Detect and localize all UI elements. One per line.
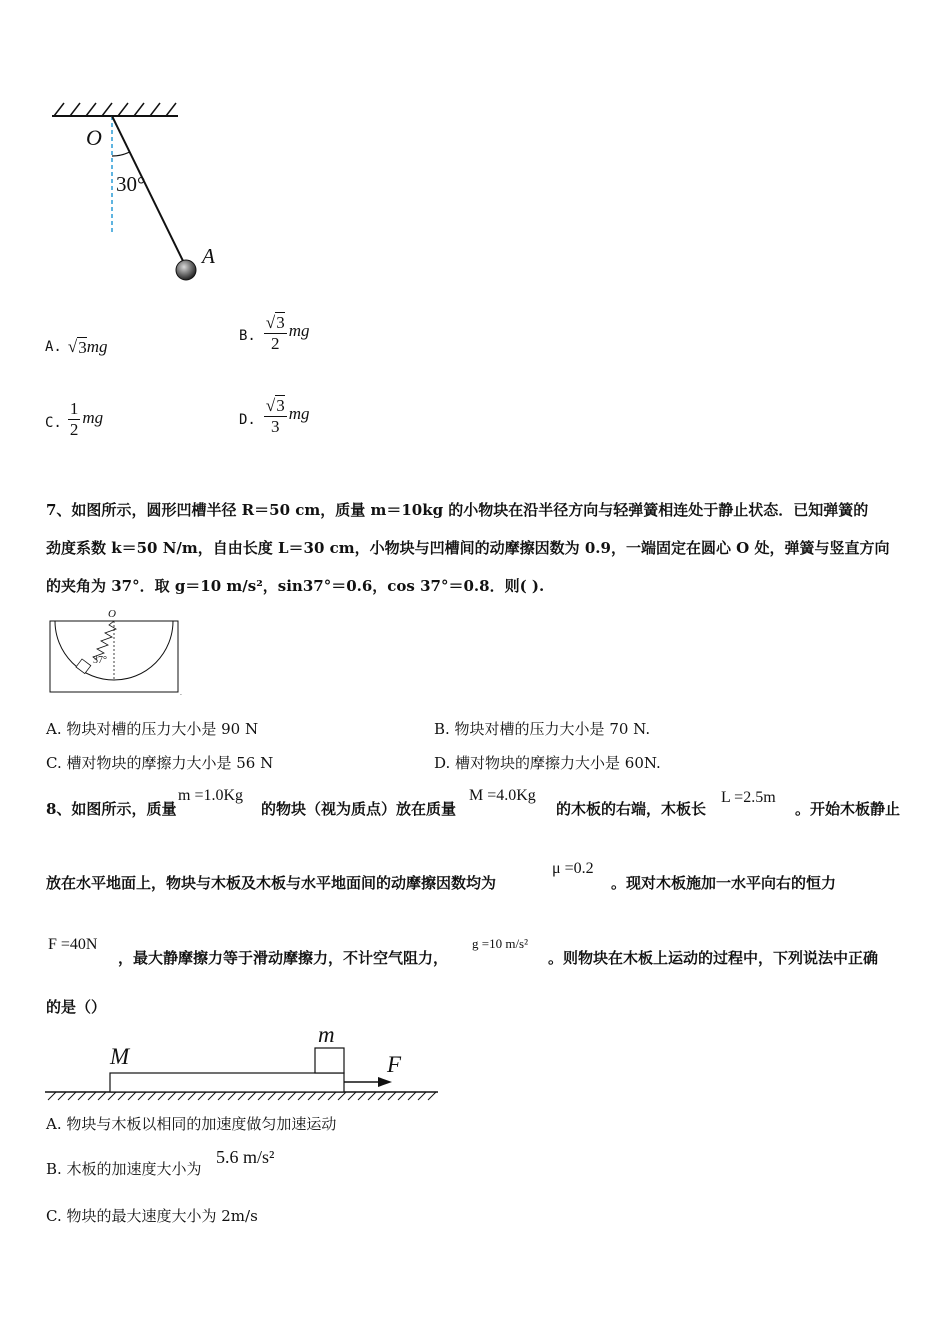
q6-option-d[interactable] — [239, 396, 309, 437]
angle-label: 37° — [93, 655, 107, 666]
formula: μ =0.2 — [552, 860, 594, 877]
force-arrow-head — [378, 1077, 392, 1087]
q7-option-d[interactable] — [434, 752, 661, 774]
fraction: $\frac{√3}{3}$ — [265, 396, 285, 436]
q8-length-L — [721, 789, 776, 807]
mg-term: mg — [82, 407, 104, 427]
board-figure — [40, 1020, 450, 1105]
q8-option-b[interactable] — [46, 1158, 202, 1180]
denominator: 2 — [271, 334, 280, 353]
pendulum-ball — [176, 260, 196, 280]
option-label: A. — [45, 339, 62, 355]
q8-line-1c — [556, 798, 706, 820]
formula: m =1.0Kg — [178, 787, 244, 804]
fraction — [68, 399, 81, 440]
option-label: C. — [45, 414, 62, 431]
angle-label: 30° — [116, 172, 146, 196]
q7-line-3: 的夹角为 37°．取 g＝10 m/s²，sin37°＝0.6，cos 37°＝0.8．则( ). — [46, 577, 545, 595]
board-M-label: M — [110, 1044, 130, 1069]
option-text: D. 槽对物块的摩擦力大小是 60N. — [434, 754, 661, 772]
q8-line-3b — [548, 947, 878, 969]
q7-line-1: 7、如图所示，圆形凹槽半径 R＝50 cm，质量 m＝10kg 的小物块在沿半径方向与轻弹簧相连处于静止状态．已知弹簧的 — [46, 501, 869, 519]
radicand: 3 — [78, 337, 87, 357]
option-label: D. — [239, 411, 256, 428]
option-text: C. 槽对物块的摩擦力大小是 56 N — [46, 754, 274, 772]
q8-option-c[interactable] — [46, 1205, 258, 1227]
text: 放在水平地面上，物块与木板及木板与水平地面间的动摩擦因数均为 — [46, 874, 497, 892]
option-text: A. 物块与木板以相同的加速度做匀加速运动 — [46, 1115, 337, 1133]
mg-term: mg — [86, 337, 108, 356]
q7-option-a[interactable] — [46, 718, 258, 740]
radicand: 3 — [276, 313, 285, 332]
dot-mark: . — [180, 690, 182, 697]
q8-line-1 — [46, 798, 176, 820]
text: 的物块（视为质点）放在质量 — [261, 800, 457, 818]
formula: L =2.5m — [721, 789, 776, 806]
q8-mass-m — [178, 787, 243, 805]
q8-option-a[interactable] — [46, 1113, 336, 1135]
text: 。则物块在木板上运动的过程中，下列说法中正确 — [548, 949, 879, 967]
formula: g =10 m/s² — [472, 936, 529, 951]
option-text: B. 木板的加速度大小为 — [46, 1160, 202, 1178]
sqrt-sign: √ — [67, 337, 78, 356]
q8-option-b-value — [216, 1147, 274, 1168]
block-m-label: m — [318, 1022, 335, 1047]
formula: M =4.0Kg — [469, 787, 536, 804]
formula: 5.6 m/s² — [216, 1147, 275, 1167]
q8-mu — [552, 860, 594, 878]
q8-force-F — [48, 936, 97, 954]
option-text: B. 物块对槽的压力大小是 70 N. — [434, 720, 651, 738]
small-block — [76, 659, 91, 674]
option-text: C. 物块的最大速度大小为 2m/s — [46, 1207, 258, 1225]
denominator: 2 — [69, 420, 79, 439]
q8-line-2b — [611, 872, 836, 894]
text: 。现对木板施加一水平向右的恒力 — [611, 874, 837, 892]
q8-gravity-g — [472, 936, 528, 952]
option-label: B. — [239, 327, 256, 344]
groove-figure — [45, 605, 190, 700]
point-o-label: O — [86, 125, 102, 150]
fraction: $\frac{√3}{2}$ — [265, 313, 285, 353]
text: ，最大静摩擦力等于滑动摩擦力，不计空气阻力， — [118, 949, 449, 967]
q6-option-c[interactable] — [45, 399, 103, 440]
numerator: 1 — [69, 399, 79, 418]
point-a-label: A — [202, 244, 215, 268]
groove-block — [50, 621, 178, 692]
block — [315, 1048, 344, 1073]
q8-line-2 — [46, 872, 496, 894]
angle-arc — [112, 152, 130, 156]
q6-option-b[interactable] — [239, 313, 309, 354]
text: 。开始木板静止 — [795, 800, 901, 818]
text: 8、如图所示，质量 — [46, 800, 177, 818]
ground-hatch — [48, 1092, 436, 1100]
q6-option-a[interactable] — [45, 334, 107, 360]
formula: F =40N — [48, 936, 98, 953]
q8-line-3 — [118, 947, 448, 969]
q7-option-c[interactable] — [46, 752, 273, 774]
option-text: A. 物块对槽的压力大小是 90 N — [46, 720, 259, 738]
force-F-label: F — [387, 1052, 402, 1077]
mg-term: mg — [288, 403, 310, 423]
radicand: 3 — [276, 396, 285, 415]
text: 的木板的右端，木板长 — [556, 800, 707, 818]
q8-mass-M — [469, 787, 536, 805]
q8-line-1b — [261, 798, 456, 820]
pendulum-figure — [40, 95, 240, 290]
ceiling-hatch — [54, 103, 176, 116]
q7-option-b[interactable] — [434, 718, 650, 740]
q7-line-2: 劲度系数 k＝50 N/m，自由长度 L＝30 cm，小物块与凹槽间的动摩擦因数为 0.9，一端固定在圆心 O 处，弹簧与竖直方向 — [46, 539, 890, 557]
denominator: 3 — [271, 417, 280, 436]
q8-line-1d — [795, 798, 900, 820]
q8-line-4: 的是（） — [46, 998, 107, 1016]
board — [110, 1073, 344, 1092]
mg-term: mg — [288, 320, 310, 340]
center-o-label: O — [108, 608, 116, 620]
